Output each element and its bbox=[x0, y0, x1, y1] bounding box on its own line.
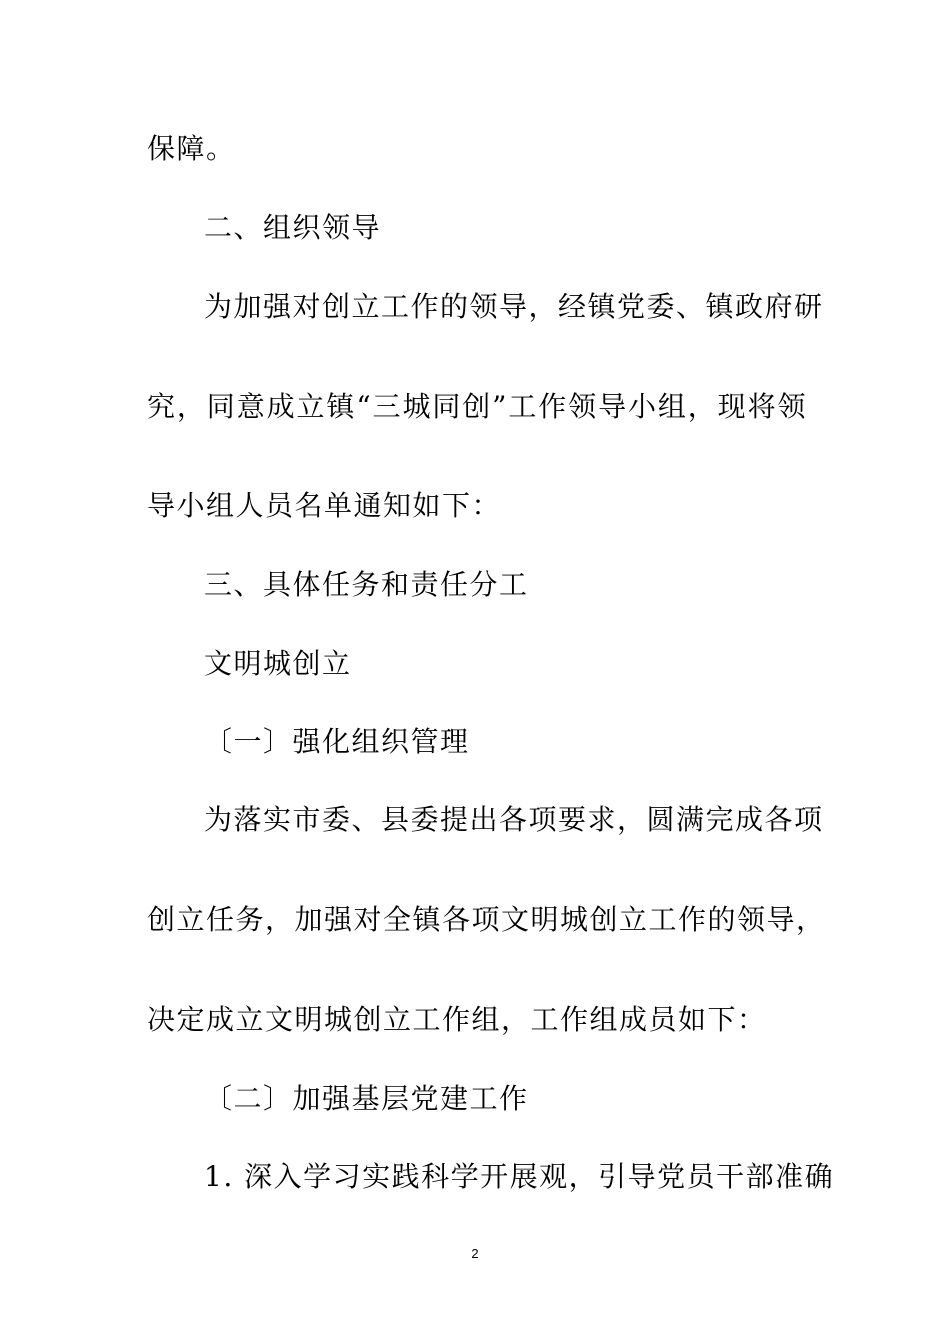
paragraph-line: 为加强对创立工作的领导，经镇党委、镇政府研 bbox=[204, 290, 824, 323]
subsection-heading: 〔二〕加强基层党建工作 bbox=[204, 1082, 529, 1115]
paragraph-line: 究，同意成立镇“三城同创”工作领导小组，现将领 bbox=[147, 390, 807, 423]
paragraph-line: 1. 深入学习实践科学开展观，引导党员干部准确 bbox=[204, 1160, 835, 1193]
paragraph-line: 保障。 bbox=[147, 132, 236, 165]
subsection-heading: 文明城创立 bbox=[204, 647, 352, 680]
paragraph-line: 导小组人员名单通知如下： bbox=[147, 489, 502, 522]
section-heading: 三、具体任务和责任分工 bbox=[204, 568, 529, 601]
page-number: 2 bbox=[471, 1246, 479, 1261]
section-heading: 二、组织领导 bbox=[204, 211, 382, 244]
paragraph-line: 为落实市委、县委提出各项要求，圆满完成各项 bbox=[204, 803, 824, 836]
subsection-heading: 〔一〕强化组织管理 bbox=[204, 725, 470, 758]
paragraph-line: 决定成立文明城创立工作组，工作组成员如下： bbox=[147, 1003, 767, 1036]
paragraph-line: 创立任务，加强对全镇各项文明城创立工作的领导， bbox=[147, 903, 826, 936]
